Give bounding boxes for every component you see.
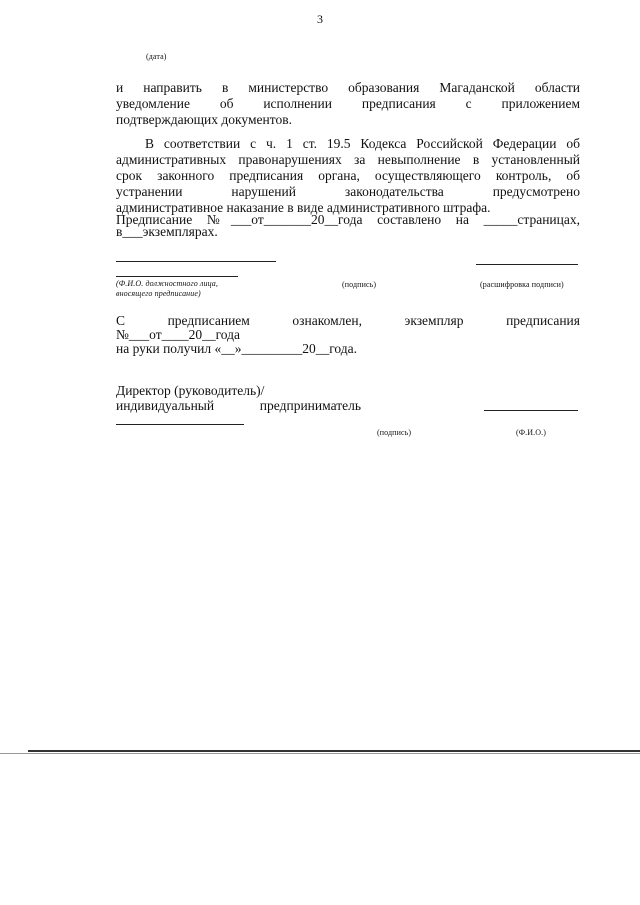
scan-edge-line <box>28 750 640 752</box>
p1-line-1: и направить в министерство образования Магаданской области <box>116 80 580 95</box>
official-name-line <box>116 261 276 262</box>
p2-line-4: устранении нарушений законодательства предусмотрено <box>116 184 580 199</box>
p2-line-7: в___экземплярах. <box>116 224 218 239</box>
p2-line-2: административных правонарушениях за невыполнение в установленный <box>116 152 580 167</box>
decode-line <box>476 264 578 265</box>
p2-line-3: срок законного предписания органа, осуществляющего контроль, об <box>116 168 580 183</box>
p3-line-1: С предписанием ознакомлен, экземпляр предписания <box>116 313 580 328</box>
official-caption-1: (Ф.И.О. должностного лица, <box>116 279 219 288</box>
director-line-2: индивидуальный предприниматель <box>116 398 361 413</box>
p3-line-2: №___от____20__года <box>116 327 241 342</box>
sign-caption: (подпись) <box>342 280 377 289</box>
director-name-caption: (Ф.И.О.) <box>516 428 547 437</box>
official-name-underline <box>116 276 238 277</box>
director-name-line <box>116 424 244 425</box>
date-caption: (дата) <box>146 52 167 61</box>
page-number: 3 <box>317 12 323 26</box>
director-line-1: Директор (руководитель)/ <box>116 383 265 398</box>
scan-edge-line-shadow <box>0 753 640 754</box>
p1-line-2: уведомление об исполнении предписания с приложением <box>116 96 580 111</box>
p2-line-5: административное наказание в виде административного штрафа. <box>116 200 491 215</box>
official-caption-2: вносящего предписание) <box>116 289 201 298</box>
decode-caption: (расшифровка подписи) <box>480 280 564 289</box>
director-sign-line <box>484 410 578 411</box>
p2-line-6: Предписание №___от_______20__года составлено на _____страницах, <box>116 212 580 227</box>
p3-line-3: на руки получил «__»_________20__года. <box>116 341 358 356</box>
p1-line-3: подтверждающих документов. <box>116 112 292 127</box>
director-sign-caption: (подпись) <box>377 428 412 437</box>
p2-line-1: В соответствии с ч. 1 ст. 19.5 Кодекса Российской Федерации об <box>145 136 580 151</box>
